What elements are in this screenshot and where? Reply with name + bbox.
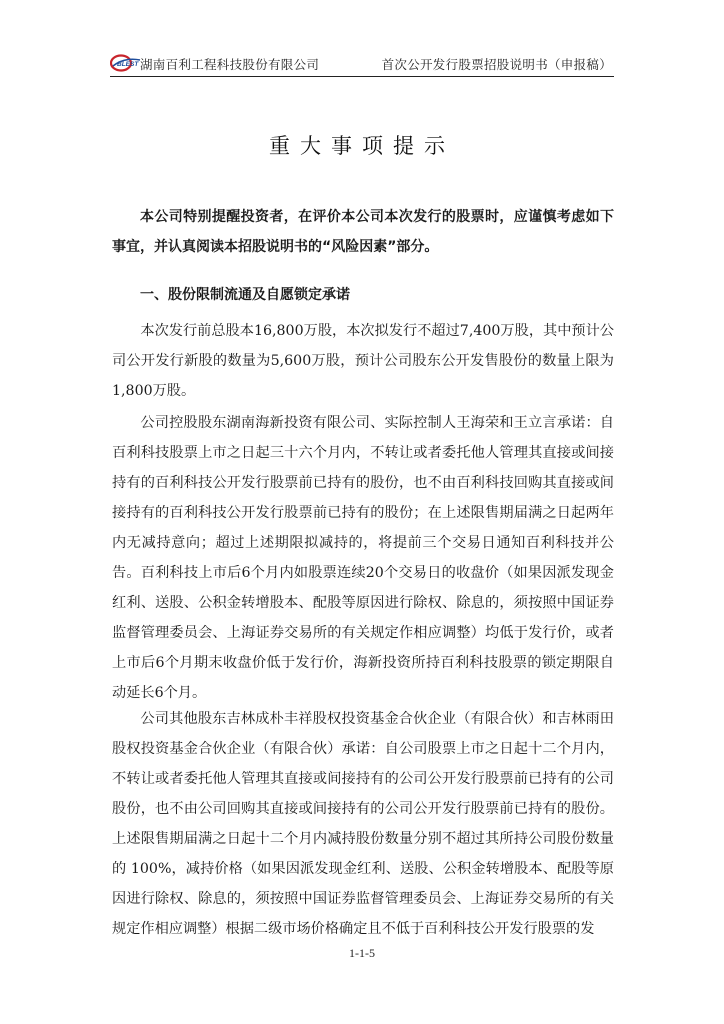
company-name: 湖南百利工程科技股份有限公司 xyxy=(140,57,320,72)
section-heading: 一、股份限制流通及自愿锁定承诺 xyxy=(140,287,350,303)
paragraph-other-shareholders: 公司其他股东吉林成朴丰祥股权投资基金合伙企业（有限合伙）和吉林雨田股权投资基金合伙企业（有限合伙）承诺：自公司股票上市之日起十二个月内，不转让或者委托他人管理其直接或间接持有的公司公开发行股票前已持有的公司股份，也不由公司回购其直接或间接持有的公司公开发行股票前已持有的股份。上述限售期届满之日起十二个月内减持股份数量分别不超过其所持公司股份数量的 100%，减持价格（如果因派发现金红利、送股、公积金转增股本、配股等原因进行除权、除息的，须按照中国证券监督管理委员会、上海证券交易所的有关规定作相应调整）根据二级市场价格确定且不低于百利科技公开发行股票的发 xyxy=(112,711,614,937)
page-number: 1-1-5 xyxy=(349,946,375,960)
page-header xyxy=(110,52,614,77)
paragraph-controlling-shareholder: 公司控股股东湖南海新投资有限公司、实际控制人王海荣和王立言承诺：自百利科技股票上市之日起三十六个月内，不转让或者委托他人管理其直接或间接持有的百利科技公开发行股票前已持有的股份，也不由百利科技回购其直接或间接持有的百利科技公开发行股票前已持有的股份；在上述限售期届满之日起两年内无减持意向；超过上述期限拟减持的，将提前三个交易日通知百利科技并公告。百利科技上市后6个月内如股票连续20个交易日的收盘价（如果因派发现金红利、送股、公积金转增股本、配股等原因进行除权、除息的，须按照中国证券监督管理委员会、上海证券交易所的有关规定作相应调整）均低于发行价，或者上市后6个月期末收盘价低于发行价，海新投资所持百利科技股票的锁定期限自动延长6个月。 xyxy=(112,415,614,701)
logo-text: BLEST xyxy=(117,61,139,68)
company-logo-icon xyxy=(110,54,144,72)
paragraph-share-capital: 本次发行前总股本16,800万股，本次拟发行不超过7,400万股，其中预计公司公开发行新股的数量为5,600万股，预计公司股东公开发售股份的数量上限为1,800万股。 xyxy=(112,323,614,399)
document-title: 首次公开发行股票招股说明书（申报稿） xyxy=(381,57,612,72)
page-title: 重大事项提示 xyxy=(269,134,455,158)
intro-notice: 本公司特别提醒投资者，在评价本公司本次发行的股票时，应谨慎考虑如下事宜，并认真阅读本招股说明书的“风险因素”部分。 xyxy=(112,209,614,255)
